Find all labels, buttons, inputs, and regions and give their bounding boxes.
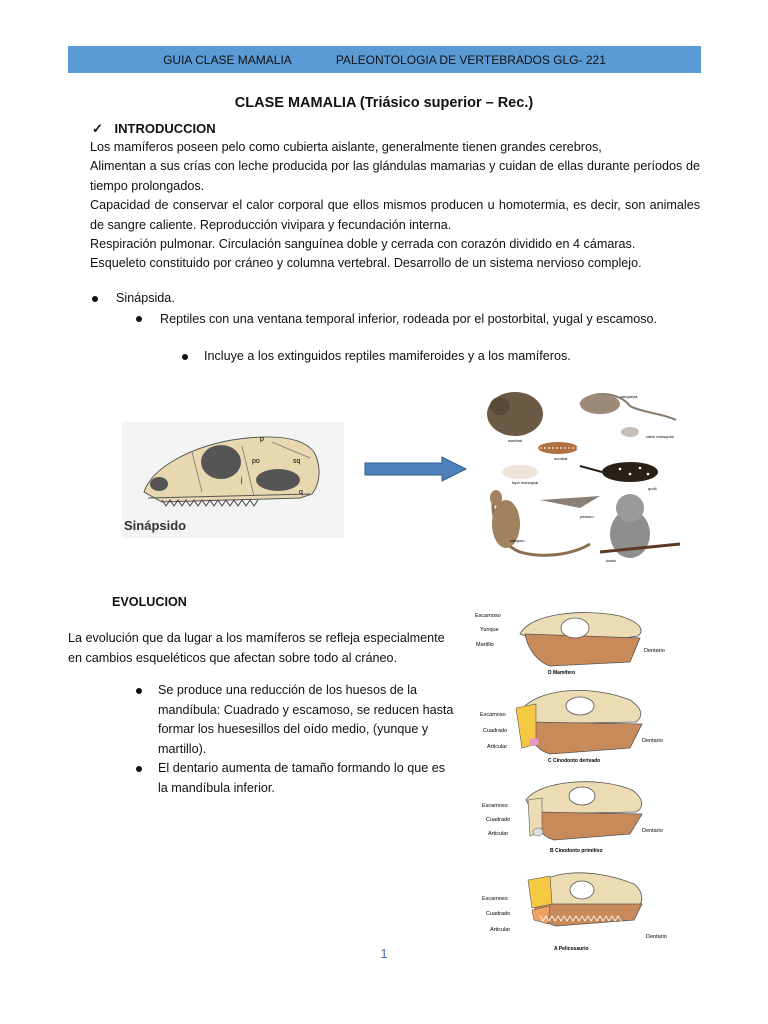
intro-heading xyxy=(92,121,216,137)
skull-label-j: j xyxy=(241,477,243,484)
panel-label: Escamoso xyxy=(482,803,508,809)
panel-label: Dentario xyxy=(646,934,667,940)
panel-label: Yunque xyxy=(480,627,499,633)
bullet-sinapsida xyxy=(92,291,175,305)
mammal-label: zarigüeya xyxy=(620,394,638,399)
bullet-icon xyxy=(136,316,142,322)
intro-paragraph: Capacidad de conservar el calor corporal que ellos mismos producen u homotermia, es decir, son animales de sangre caliente. Reproducción vivipara y fecundación interna. xyxy=(90,198,700,232)
mammal-label: wombat xyxy=(508,438,523,443)
panel-label: Cuadrado xyxy=(486,817,511,823)
header-course: GUIA CLASE MAMALIA xyxy=(163,52,292,67)
intro-heading-text: INTRODUCCION xyxy=(114,121,216,136)
bullet-incluye xyxy=(182,349,571,363)
mammal-label: topo marsupial xyxy=(512,480,539,485)
mammals-collage xyxy=(480,384,688,570)
list-item xyxy=(136,681,456,759)
page-number: 1 xyxy=(380,946,388,961)
mammal-label: petauro xyxy=(580,514,594,519)
panel-label: Martillo xyxy=(476,642,494,648)
intro-paragraph: Alimentan a sus crías con leche producida por las glándulas mamarias y cuidan de ellas durante períodos de tiempo prolongados. xyxy=(90,159,700,193)
skull-caption: Sinápsido xyxy=(124,518,187,533)
panel-cinodonto-derivado xyxy=(480,690,663,764)
panel-caption: A Pelicosaurio xyxy=(554,946,589,952)
mammal-label: quoll xyxy=(648,486,657,491)
synapsid-skull-figure xyxy=(122,422,344,538)
panel-caption: B Cinodonto primitivo xyxy=(550,848,603,854)
bullet-text: Incluye a los extinguidos reptiles mamiferoides y a los mamíferos. xyxy=(204,349,571,363)
header-subject: PALEONTOLOGIA DE VERTEBRADOS GLG- 221 xyxy=(335,52,606,67)
panel-caption: C Cinodonto derivado xyxy=(548,758,601,764)
bullet-reptiles xyxy=(136,310,701,329)
panel-label: Dentario xyxy=(644,648,665,654)
list-item xyxy=(136,759,456,798)
panel-caption: D Mamífero xyxy=(548,670,576,676)
bullet-icon xyxy=(182,354,188,360)
bullet-text: El dentario aumenta de tamaño formando lo que es la mandíbula inferior. xyxy=(158,761,446,795)
skull-evolution-figure xyxy=(470,604,700,954)
evolucion-bullets xyxy=(136,681,456,799)
mammal-label: canguro xyxy=(510,538,525,543)
intro-text xyxy=(90,138,700,274)
intro-paragraph: Esqueleto constituido por cráneo y columna vertebral. Desarrollo de un sistema nervioso complejo. xyxy=(90,256,642,271)
intro-paragraph: Respiración pulmonar. Circulación sanguínea doble y cerrada con corazón dividido en 4 cámaras. xyxy=(90,237,636,252)
panel-label: Escamoso xyxy=(482,896,508,902)
skull-label-q: q xyxy=(299,489,303,496)
panel-label: Cuadrado xyxy=(483,728,508,734)
panel-pelicosaurio xyxy=(482,873,667,952)
bullet-icon xyxy=(92,296,98,302)
evolucion-heading: EVOLUCION xyxy=(112,595,187,609)
skull-label-po: po xyxy=(252,458,260,465)
bullet-text: Reptiles con una ventana temporal inferior, rodeada por el postorbital, yugal y escamoso. xyxy=(160,312,658,326)
panel-label: Articular xyxy=(488,831,509,837)
panel-label: Cuadrado xyxy=(486,911,511,917)
bullet-icon xyxy=(136,766,142,772)
bullet-icon xyxy=(136,688,142,694)
panel-label: Dentario xyxy=(642,738,663,744)
panel-label: Escamoso xyxy=(480,712,506,718)
checkmark-icon: ✓ xyxy=(92,121,103,136)
panel-label: Articular xyxy=(487,744,508,750)
page-title: CLASE MAMALIA (Triásico superior – Rec.) xyxy=(234,95,534,111)
intro-paragraph: Los mamíferos poseen pelo como cubierta aislante, generalmente tienen grandes cerebros, xyxy=(90,140,602,154)
mammal-label: numbat xyxy=(554,456,568,461)
panel-label: Escamoso xyxy=(475,613,501,619)
panel-label: Dentario xyxy=(642,828,663,834)
bullet-text: Sinápsida. xyxy=(116,291,175,305)
panel-mamifero xyxy=(475,613,665,676)
header-bar xyxy=(68,46,701,73)
evolucion-paragraph: La evolución que da lugar a los mamíferos se refleja especialmente en cambios esqueléticos que afectan sobre todo al cráneo. xyxy=(68,631,445,665)
mammal-label: koala xyxy=(606,558,616,563)
mammal-label: ratón marsupial xyxy=(646,434,674,439)
panel-cinodonto-primitivo xyxy=(482,782,663,854)
panel-label: Articular xyxy=(490,927,511,933)
bullet-text: Se produce una reducción de los huesos de la mandíbula: Cuadrado y escamoso, se reducen hasta formar los huesesillos del oído medio, (yunque y martillo). xyxy=(158,683,454,756)
arrow-right-icon xyxy=(364,456,468,482)
skull-label-sq: sq xyxy=(293,458,301,465)
skull-label-p: p xyxy=(260,436,264,443)
